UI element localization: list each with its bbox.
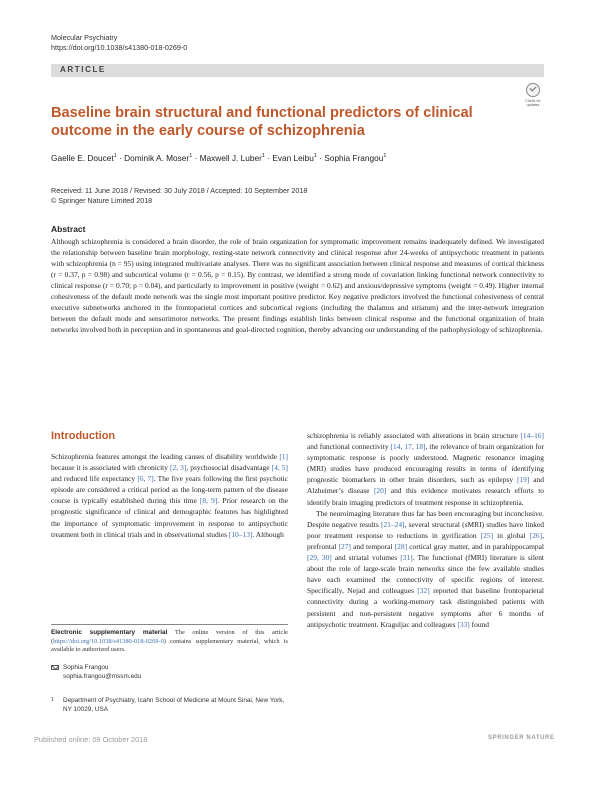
body-text: . Prior research on the prognostic significance of clinical and demographic features has highlighted the importance of symptomatic improvement in response to antipsychotic treatment both in clinical trials and in observational studies	[51, 496, 288, 539]
envelope-icon	[51, 665, 59, 670]
copyright: © Springer Nature Limited 2018	[51, 196, 153, 205]
citation-link[interactable]: [31]	[400, 553, 413, 563]
body-text: Schizophrenia features amongst the leading causes of disability worldwide	[51, 452, 280, 461]
author-name[interactable]: Dominik A. Moser	[124, 153, 190, 163]
body-text: and reduced life expectancy	[51, 474, 138, 484]
affiliation-text: Department of Psychiatry, Icahn School of Medicine at Mount Sinai, New York, NY 10029, USA	[63, 697, 285, 713]
body-text: cortical gray matter, and in parahippocampal	[407, 541, 544, 551]
body-text: and Alzheimer’s disease	[307, 475, 544, 496]
author-affiliation: 1	[189, 153, 193, 160]
body-text: The neuroimaging literature thus far has been encouraging but inconclusive. Despite negative results	[307, 508, 544, 529]
citation-link[interactable]: [19]	[516, 475, 530, 485]
author-affiliation: 1	[261, 153, 265, 160]
corr-email[interactable]: sophia.frangou@mssm.edu	[63, 672, 142, 680]
body-text: because it is associated with chronicity	[51, 463, 170, 473]
body-text: and functional connectivity	[307, 442, 391, 452]
check-updates-icon	[526, 83, 540, 97]
citation-link[interactable]: [29, 30]	[307, 553, 332, 563]
body-text: . Although	[252, 529, 284, 539]
body-text: in global	[493, 530, 530, 540]
section-bar	[51, 64, 544, 77]
author-affiliation: 1	[383, 153, 387, 160]
body-text: and this evidence motivates research efforts to identify brain imaging predictors of treatment response in schizophrenia.	[307, 486, 544, 507]
footnote-divider	[51, 624, 288, 625]
author-separator: ·	[192, 153, 200, 163]
author-affiliation: 1	[113, 153, 117, 160]
author-separator: ·	[264, 153, 273, 163]
affiliation	[51, 697, 288, 715]
body-text: reported that baseline frontoparietal connectivity during a working-memory task distinguished patients with persistent and non-persistent negative symptoms after 6 months of antipsychotic treatment. Kraguljac and colleagues	[307, 586, 544, 629]
citation-link[interactable]: [25]	[480, 530, 494, 540]
author-separator: ·	[116, 153, 125, 163]
body-text: . The five years following the first psychotic episode are considered a critical period as the long-term pattern of the disease course is typically established during this time	[51, 474, 288, 506]
check-updates-label: Check for updates	[525, 99, 541, 108]
body-text: schizophrenia is reliably associated with alterations in brain structure	[307, 431, 521, 440]
body-text: and temporal	[350, 541, 395, 551]
body-text: and striatal volumes	[331, 553, 401, 563]
author-separator: ·	[316, 153, 325, 163]
citation-link[interactable]: [1]	[279, 452, 288, 461]
citation-link[interactable]: [10–13]	[228, 529, 253, 539]
body-text: . The functional (fMRI) literature is silent about the role of large-scale brain networks since the few available studies have each examined the connectivity of specific regions of interest. Specifically, Nejad and colleagues	[307, 553, 544, 596]
author-list	[51, 153, 541, 163]
history-dates: Received: 11 June 2018 / Revised: 30 July 2018 / Accepted: 10 September 2018	[51, 186, 308, 195]
author-affiliation: 1	[313, 153, 317, 160]
intro-paragraph-3	[307, 508, 544, 630]
introduction-heading: Introduction	[51, 430, 116, 442]
journal-doi[interactable]: https://doi.org/10.1038/s41380-018-0269-0	[51, 43, 188, 52]
supplementary-label: Electronic supplementary material	[51, 629, 168, 636]
corr-name: Sophia Frangou	[63, 664, 109, 671]
citation-link[interactable]: [2, 3]	[170, 463, 187, 473]
abstract-text: Although schizophrenia is considered a brain disorder, the role of brain organization for symptomatic improvement remains inadequately defined. We investigated the relationship between baseline brain morphology, resting-state network connectivity and clinical response after 24-weeks of antipsychotic treatment in patients with schizophrenia (n = 95) using integrated multivariate analyses. There was no significant association between clinical response and measures of cortical thickness (r = 0.37, p = 0.98) and subcortical volume (r = 0.56, p = 0.15). By contrast, we identified a strong mode of covariation linking functional network connectivity to clinical response (r = 0.70; p = 0.04), and particularly to improvement in positive (weight = 0.62) and anxious/depressive symptoms (weight = 0.49). Higher internal cohesiveness of the default mode network was the single most important positive predictor. Key negative predictors involved the functional cohesiveness of central executive subnetworks anchored in the frontoparietal cortices and subcortical regions (including the thalamus and striatum) and the inter-network integration between the default mode and sensorimotor networks. The present findings establish links between clinical response and the functional organization of brain networks involved both in perception and in spontaneous and goal-directed cognition, thereby advancing our understanding of the pathophysiology of schizophrenia.	[51, 237, 544, 334]
intro-paragraph-1	[51, 451, 288, 540]
citation-link[interactable]: [32]	[417, 586, 430, 596]
supplementary-link[interactable]: https://doi.org/10.1038/s41380-018-0269-0	[53, 637, 164, 645]
supplementary-note	[51, 629, 288, 655]
published-date: Published online: 09 October 2018	[34, 735, 148, 744]
check-updates-badge[interactable]	[522, 83, 544, 111]
abstract-heading: Abstract	[51, 224, 86, 234]
body-text: , prefrontal	[307, 530, 544, 551]
author-name[interactable]: Evan Leibu	[272, 153, 314, 163]
section-label: ARTICLE	[60, 65, 106, 74]
citation-link[interactable]: [28]	[394, 541, 408, 551]
intro-column-left	[51, 451, 288, 540]
author-name[interactable]: Sophia Frangou	[324, 153, 384, 163]
publisher-logo: SPRINGER NATURE	[488, 735, 555, 741]
body-text: found	[469, 619, 489, 629]
citation-link[interactable]: [20]	[373, 486, 387, 496]
supplementary-text: The online version of this article (	[51, 629, 288, 645]
citation-link[interactable]: [26]	[529, 530, 543, 540]
citation-link[interactable]: [14–16]	[520, 431, 544, 440]
journal-name: Molecular Psychiatry	[51, 33, 118, 42]
citation-link[interactable]: [6, 7]	[137, 474, 154, 484]
citation-link[interactable]: [27]	[338, 541, 351, 551]
citation-link[interactable]: [21–24]	[380, 519, 405, 529]
body-text: , the relevance of brain organization for symptomatic response is poorly understood. Magnetic resonance imaging (MRI) studies have produced encouraging results in terms of identifying prognostic biomarkers in other brain disorders, such as epilepsy	[307, 442, 544, 485]
intro-paragraph-2	[307, 430, 544, 508]
journal-header	[51, 33, 187, 53]
citation-link[interactable]: [4, 5]	[271, 463, 288, 473]
citation-link[interactable]: [8, 9]	[199, 496, 218, 506]
affiliation-number: 1	[51, 697, 54, 703]
paper-title: Baseline brain structural and functional predictors of clinical outcome in the early course of schizophrenia	[51, 105, 473, 139]
citation-link[interactable]: [14, 17, 18]	[390, 442, 426, 452]
author-name[interactable]: Gaelle E. Doucet	[51, 153, 114, 163]
citation-link[interactable]: [33]	[457, 619, 470, 629]
intro-column-right	[307, 430, 544, 630]
body-text: , several structural (sMRI) studies have linked poor treatment response to reductions in gyrification	[307, 519, 544, 540]
correspondence	[51, 664, 288, 682]
body-text: , psychosocial disadvantage	[186, 463, 272, 473]
author-name[interactable]: Maxwell J. Luber	[199, 153, 262, 163]
dates-block	[51, 186, 307, 206]
supplementary-text-end: ) contains supplementary material, which is available to authorized users.	[51, 637, 288, 654]
